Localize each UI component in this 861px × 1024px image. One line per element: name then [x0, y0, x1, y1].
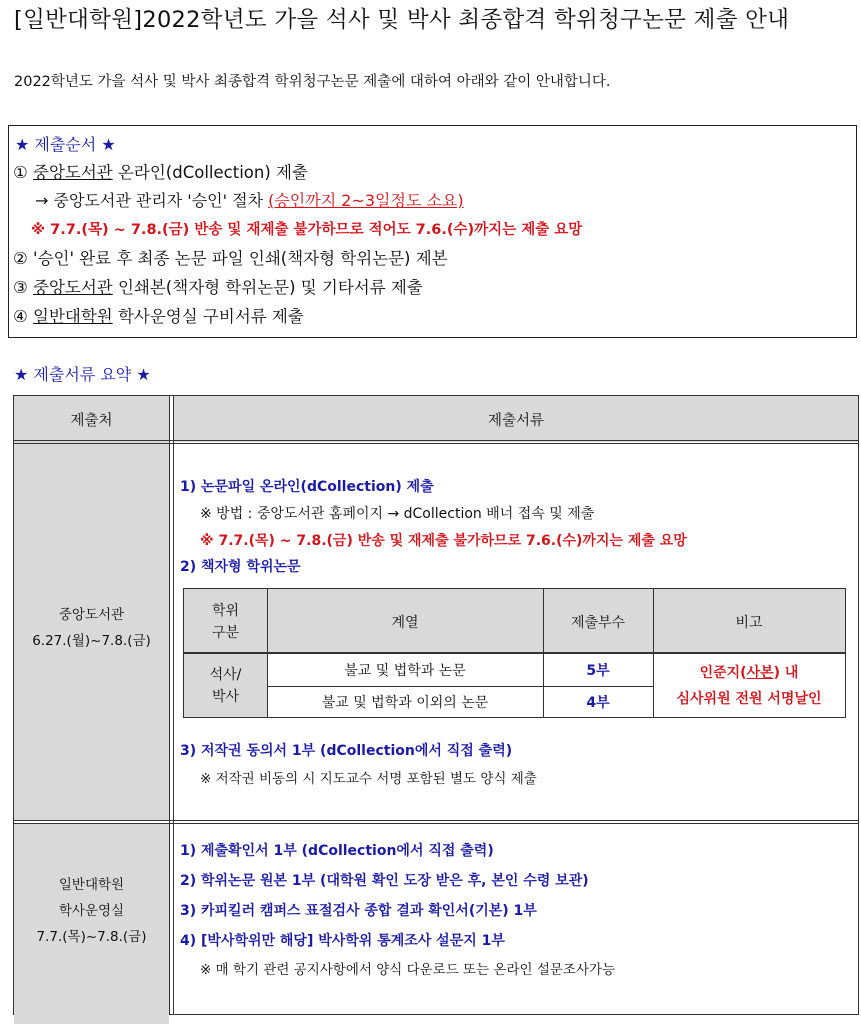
sub-grid-line — [267, 686, 653, 687]
step-4-link[interactable]: 일반대학원 — [33, 307, 113, 326]
sub-header-note: 비고 — [653, 589, 845, 654]
submission-order-box — [8, 125, 857, 338]
order-warning: ※ 7.7.(목) ~ 7.8.(금) 반송 및 재제출 불가하므로 적어도 7.6.(수)까지는 제출 요망 — [31, 222, 583, 238]
library-name: 중앙도서관 — [58, 607, 125, 623]
header-divider — [14, 440, 858, 444]
sub-row-1-copies: 5부 — [586, 663, 610, 679]
graduate-item-2: 2) 학위논문 원본 1부 (대학원 확인 도장 받은 후, 본인 수령 보관) — [180, 873, 589, 889]
step-1-number: ① — [13, 163, 28, 182]
order-step-3 — [13, 274, 423, 298]
graduate-item-1: 1) 제출확인서 1부 (dCollection에서 직접 출력) — [180, 843, 494, 859]
thesis-copies-table — [183, 588, 846, 718]
row-divider — [14, 820, 858, 824]
sub-note-cell — [653, 654, 845, 717]
library-item-3-note: ※ 저작권 비동의 시 지도교수 서명 포함된 별도 양식 제출 — [200, 771, 537, 787]
graduate-office-cell — [14, 824, 169, 1024]
column-divider — [169, 396, 174, 1014]
sub-note-line-2: 심사위원 전원 서명날인 — [676, 690, 822, 707]
summary-title: ★ 제출서류 요약 ★ — [14, 365, 151, 384]
sub-note-line-1: 인준지(사본) 내 — [699, 664, 799, 681]
step-1-link[interactable]: 중앙도서관 — [33, 163, 113, 182]
step-4-number: ④ — [13, 307, 28, 326]
header-documents: 제출서류 — [174, 396, 858, 442]
library-item-1: 1) 논문파일 온라인(dCollection) 제출 — [180, 479, 434, 495]
sub-header-degree: 학위 구분 — [184, 589, 267, 654]
order-heading: ★ 제출순서 ★ — [15, 135, 116, 154]
header-submit-place: 제출처 — [14, 396, 169, 442]
step-3-number: ③ — [13, 278, 28, 297]
library-item-2: 2) 책자형 학위논문 — [180, 559, 301, 575]
order-step-2 — [13, 245, 448, 269]
graduate-note: ※ 매 학기 관련 공지사항에서 양식 다운로드 또는 온라인 설문조사가능 — [200, 962, 616, 978]
sub-grid-line — [184, 652, 845, 654]
page-title: [일반대학원]2022학년도 가을 석사 및 박사 최종합격 학위청구논문 제출 안내 — [14, 7, 790, 33]
sub-header-field: 계열 — [267, 589, 543, 654]
step-2-number: ② — [13, 249, 28, 268]
sub-header-copies: 제출부수 — [543, 589, 653, 654]
graduate-item-3: 3) 카피킬러 캠퍼스 표절검사 종합 결과 확인서(기본) 1부 — [180, 903, 537, 919]
library-warning: ※ 7.7.(목) ~ 7.8.(금) 반송 및 재제출 불가하므로 7.6.(수)까지는 제출 요망 — [200, 533, 687, 549]
library-period: 6.27.(월)~7.8.(금) — [32, 633, 151, 649]
library-method: ※ 방법 : 중앙도서관 홈페이지 → dCollection 배너 접속 및 제출 — [200, 506, 595, 522]
library-item-3: 3) 저작권 동의서 1부 (dCollection에서 직접 출력) — [180, 743, 513, 759]
sub-row-1-field: 불교 및 법학과 논문 — [344, 663, 466, 679]
sub-degree-cell: 석사/ 박사 — [184, 654, 267, 717]
graduate-item-4: 4) [박사학위만 해당] 박사학위 통계조사 설문지 1부 — [180, 933, 505, 949]
step-1-text: 온라인(dCollection) 제출 — [112, 163, 308, 182]
approval-text: → 중앙도서관 관리자 '승인' 절차 — [35, 191, 269, 210]
step-3-link[interactable]: 중앙도서관 — [33, 278, 113, 297]
order-step-1 — [13, 159, 308, 183]
sub-row-2-copies: 4부 — [586, 694, 610, 711]
sub-row-2-field: 불교 및 법학과 이외의 논문 — [321, 694, 489, 711]
graduate-office-name-2: 학사운영실 — [58, 903, 125, 919]
library-cell — [14, 442, 169, 820]
order-step-1-approval — [35, 188, 464, 211]
step-4-text: 학사운영실 구비서류 제출 — [112, 307, 304, 326]
graduate-office-name-1: 일반대학원 — [58, 877, 125, 893]
step-3-text: 인쇄본(책자형 학위논문) 및 기타서류 제출 — [112, 278, 423, 297]
intro-text: 2022학년도 가을 석사 및 박사 최종합격 학위청구논문 제출에 대하여 아래와 같이 안내합니다. — [14, 74, 611, 90]
approval-duration-note: (승인까지 2~3일정도 소요) — [268, 191, 464, 210]
order-step-4 — [13, 303, 304, 327]
step-2-text: '승인' 완료 후 최종 논문 파일 인쇄(책자형 학위논문) 제본 — [27, 249, 448, 268]
graduate-office-period: 7.7.(목)~7.8.(금) — [36, 929, 147, 945]
